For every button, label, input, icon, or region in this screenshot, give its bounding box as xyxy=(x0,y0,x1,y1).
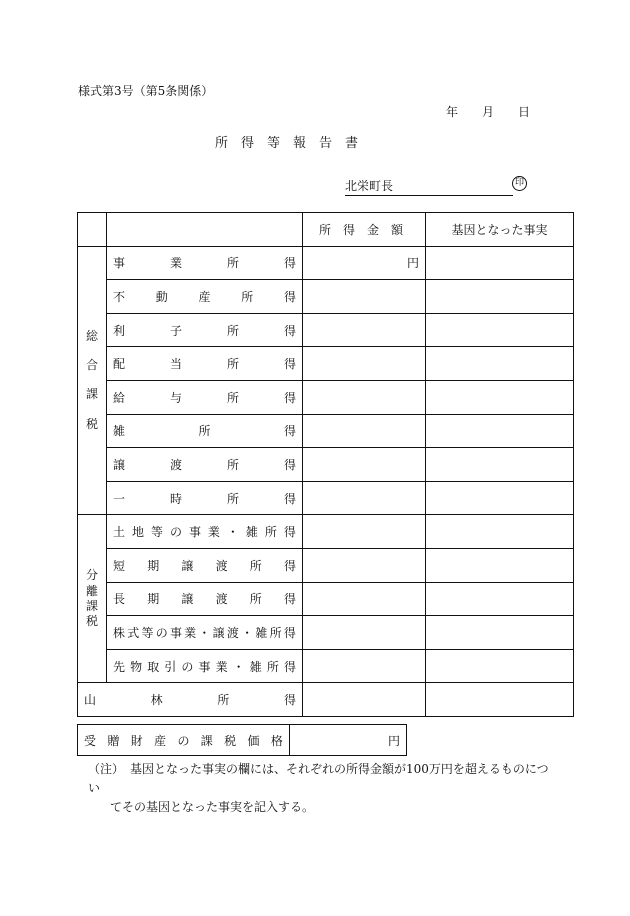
income-item-char: 利 xyxy=(113,323,126,338)
income-item-char: 譲 xyxy=(181,558,194,573)
income-item-char: 雑 xyxy=(245,525,258,540)
income-item-label xyxy=(107,548,303,582)
income-item-char: 渡 xyxy=(215,592,228,607)
income-item-char: 所 xyxy=(198,424,211,439)
income-item-char: 雑 xyxy=(249,659,262,674)
table-row xyxy=(78,313,574,347)
income-item-char: 期 xyxy=(147,592,160,607)
fact-cell[interactable] xyxy=(426,582,574,616)
income-item-char: 土 xyxy=(113,525,126,540)
gift-char: 財 xyxy=(130,733,143,748)
header-blank-group xyxy=(78,213,107,247)
fact-cell[interactable] xyxy=(426,347,574,381)
income-item-char: の xyxy=(155,625,168,640)
income-item-label xyxy=(107,515,303,549)
amount-cell[interactable] xyxy=(303,380,426,414)
fact-cell[interactable] xyxy=(426,616,574,650)
income-item-char: 所 xyxy=(226,323,239,338)
income-item-char: ・ xyxy=(241,625,254,640)
income-item-label xyxy=(107,582,303,616)
income-item-label xyxy=(107,313,303,347)
income-item-char: 物 xyxy=(130,659,143,674)
income-item-char: 短 xyxy=(113,558,126,573)
income-item-char: 得 xyxy=(283,323,296,338)
footnote-line-2: てその基因となった事実を記入する。 xyxy=(110,800,315,814)
income-item-char: 所 xyxy=(266,659,279,674)
table-row xyxy=(78,246,574,280)
fact-cell[interactable] xyxy=(426,414,574,448)
income-item-char: の xyxy=(181,659,194,674)
income-table xyxy=(77,212,574,717)
income-item-char: 得 xyxy=(283,558,296,573)
group-label-sogo: 総 合 課 税 xyxy=(78,246,107,515)
income-item-char: 長 xyxy=(113,592,126,607)
income-item-char: 雑 xyxy=(113,424,126,439)
amount-cell[interactable] xyxy=(303,481,426,515)
amount-cell[interactable] xyxy=(303,515,426,549)
fact-cell[interactable] xyxy=(426,649,574,683)
income-item-label xyxy=(107,414,303,448)
income-item-label xyxy=(107,448,303,482)
income-item-char: 事 xyxy=(113,256,126,271)
income-item-char: 事 xyxy=(188,525,201,540)
amount-cell[interactable] xyxy=(303,246,426,280)
income-item-char: ・ xyxy=(232,659,245,674)
income-item-char: 子 xyxy=(169,323,182,338)
group-label-bunri: 分 離 課 税 xyxy=(78,515,107,683)
forest-char: 林 xyxy=(150,693,163,708)
forest-fact-cell[interactable] xyxy=(426,683,574,717)
table-row xyxy=(78,548,574,582)
income-item-char: 得 xyxy=(283,357,296,372)
year-label: 年 xyxy=(446,105,459,119)
table-row xyxy=(78,481,574,515)
header-fact: 基因となった事実 xyxy=(426,213,574,247)
income-item-char: 得 xyxy=(283,390,296,405)
fact-cell[interactable] xyxy=(426,515,574,549)
table-row xyxy=(78,280,574,314)
table-row xyxy=(78,448,574,482)
income-item-char: 事 xyxy=(169,625,182,640)
income-item-char: 所 xyxy=(249,558,262,573)
income-item-char: 時 xyxy=(169,491,182,506)
income-item-label xyxy=(107,649,303,683)
income-item-char: の xyxy=(169,525,182,540)
income-item-char: 一 xyxy=(113,491,126,506)
forest-char: 山 xyxy=(84,693,97,708)
income-item-char: 与 xyxy=(169,390,182,405)
income-item-char: 式 xyxy=(127,625,140,640)
table-row xyxy=(78,582,574,616)
table-row xyxy=(78,380,574,414)
footnote xyxy=(88,760,558,817)
table-row xyxy=(78,649,574,683)
income-item-char: 業 xyxy=(184,625,197,640)
income-item-char: 業 xyxy=(207,525,220,540)
income-item-char: 先 xyxy=(113,659,126,674)
income-item-char: 渡 xyxy=(169,457,182,472)
addressee: 北栄町長 xyxy=(345,177,513,196)
income-item-label xyxy=(107,380,303,414)
income-item-char: 所 xyxy=(226,457,239,472)
gift-char: 贈 xyxy=(107,733,120,748)
month-label: 月 xyxy=(482,105,495,119)
income-item-char: 動 xyxy=(155,289,168,304)
income-item-label xyxy=(107,280,303,314)
income-item-char: 取 xyxy=(147,659,160,674)
fact-cell[interactable] xyxy=(426,481,574,515)
gift-char: の xyxy=(177,733,190,748)
forest-char: 所 xyxy=(217,693,230,708)
forest-char: 得 xyxy=(283,693,296,708)
income-item-char: 所 xyxy=(226,390,239,405)
table-row xyxy=(78,616,574,650)
income-item-char: 当 xyxy=(169,357,182,372)
gift-char: 課 xyxy=(200,733,213,748)
income-item-char: 所 xyxy=(226,256,239,271)
income-item-char: 譲 xyxy=(113,457,126,472)
header-amount: 所 得 金 額 xyxy=(303,213,426,247)
income-item-char: 所 xyxy=(241,289,254,304)
income-item-char: 得 xyxy=(283,525,296,540)
gift-char: 受 xyxy=(84,733,97,748)
income-item-char: 得 xyxy=(283,424,296,439)
fact-cell[interactable] xyxy=(426,448,574,482)
income-item-char: 得 xyxy=(283,625,296,640)
income-item-char: 所 xyxy=(249,592,262,607)
footnote-line-1: （注） 基因となった事実の欄には、それぞれの所得金額が100万円を超えるものについ xyxy=(88,762,549,795)
date-line xyxy=(446,103,530,120)
gift-table xyxy=(77,724,407,756)
gift-unit: 円 xyxy=(387,733,400,748)
income-item-char: 渡 xyxy=(215,558,228,573)
gift-char: 価 xyxy=(247,733,260,748)
fact-cell[interactable] xyxy=(426,313,574,347)
income-item-char: 配 xyxy=(113,357,126,372)
income-item-label xyxy=(107,347,303,381)
income-item-char: 譲 xyxy=(181,592,194,607)
amount-cell[interactable] xyxy=(303,649,426,683)
income-item-char: 得 xyxy=(283,491,296,506)
income-item-char: 所 xyxy=(264,525,277,540)
fact-cell[interactable] xyxy=(426,548,574,582)
table-row xyxy=(78,414,574,448)
forest-amount-cell[interactable] xyxy=(303,683,426,717)
header-blank-item xyxy=(107,213,303,247)
income-item-label xyxy=(107,246,303,280)
income-item-char: 期 xyxy=(147,558,160,573)
amount-cell[interactable] xyxy=(303,616,426,650)
forest-row xyxy=(78,683,574,717)
income-item-char: 給 xyxy=(113,390,126,405)
income-item-char: 譲 xyxy=(212,625,225,640)
amount-cell[interactable] xyxy=(303,414,426,448)
document-title: 所 得 等 報 告 書 xyxy=(215,136,359,151)
income-item-char: 産 xyxy=(198,289,211,304)
income-item-label xyxy=(107,481,303,515)
amount-cell[interactable] xyxy=(303,313,426,347)
income-item-char: 得 xyxy=(283,256,296,271)
forest-label xyxy=(78,683,303,717)
income-item-char: 業 xyxy=(215,659,228,674)
income-item-char: ・ xyxy=(226,525,239,540)
table-header-row xyxy=(78,213,574,247)
income-item-char: 地 xyxy=(131,525,144,540)
income-item-char: 業 xyxy=(169,256,182,271)
form-number: 様式第3号（第5条関係） xyxy=(78,84,214,98)
income-item-char: 得 xyxy=(283,592,296,607)
table-row xyxy=(78,347,574,381)
income-item-label xyxy=(107,616,303,650)
fact-cell[interactable] xyxy=(426,380,574,414)
amount-cell[interactable] xyxy=(303,582,426,616)
gift-amount-cell[interactable] xyxy=(290,725,407,756)
income-item-char: 株 xyxy=(113,625,126,640)
gift-char: 格 xyxy=(270,733,283,748)
table-row xyxy=(78,515,574,549)
income-item-char: 所 xyxy=(269,625,282,640)
income-item-char: 得 xyxy=(283,659,296,674)
income-item-char: 雑 xyxy=(255,625,268,640)
income-item-char: 引 xyxy=(164,659,177,674)
amount-cell[interactable] xyxy=(303,280,426,314)
income-item-char: 所 xyxy=(226,491,239,506)
yen-unit: 円 xyxy=(406,256,419,271)
income-item-char: ・ xyxy=(198,625,211,640)
amount-cell[interactable] xyxy=(303,347,426,381)
amount-cell[interactable] xyxy=(303,448,426,482)
income-item-char: 等 xyxy=(141,625,154,640)
gift-label xyxy=(78,725,290,756)
fact-cell[interactable] xyxy=(426,246,574,280)
income-item-char: 得 xyxy=(283,289,296,304)
income-item-char: 不 xyxy=(113,289,126,304)
gift-char: 税 xyxy=(224,733,237,748)
fact-cell[interactable] xyxy=(426,280,574,314)
income-item-char: 等 xyxy=(150,525,163,540)
income-item-char: 事 xyxy=(198,659,211,674)
gift-char: 産 xyxy=(154,733,167,748)
income-item-char: 得 xyxy=(283,457,296,472)
income-item-char: 所 xyxy=(226,357,239,372)
seal-mark: 印 xyxy=(512,176,527,191)
amount-cell[interactable] xyxy=(303,548,426,582)
day-label: 日 xyxy=(518,105,531,119)
income-item-char: 渡 xyxy=(226,625,239,640)
